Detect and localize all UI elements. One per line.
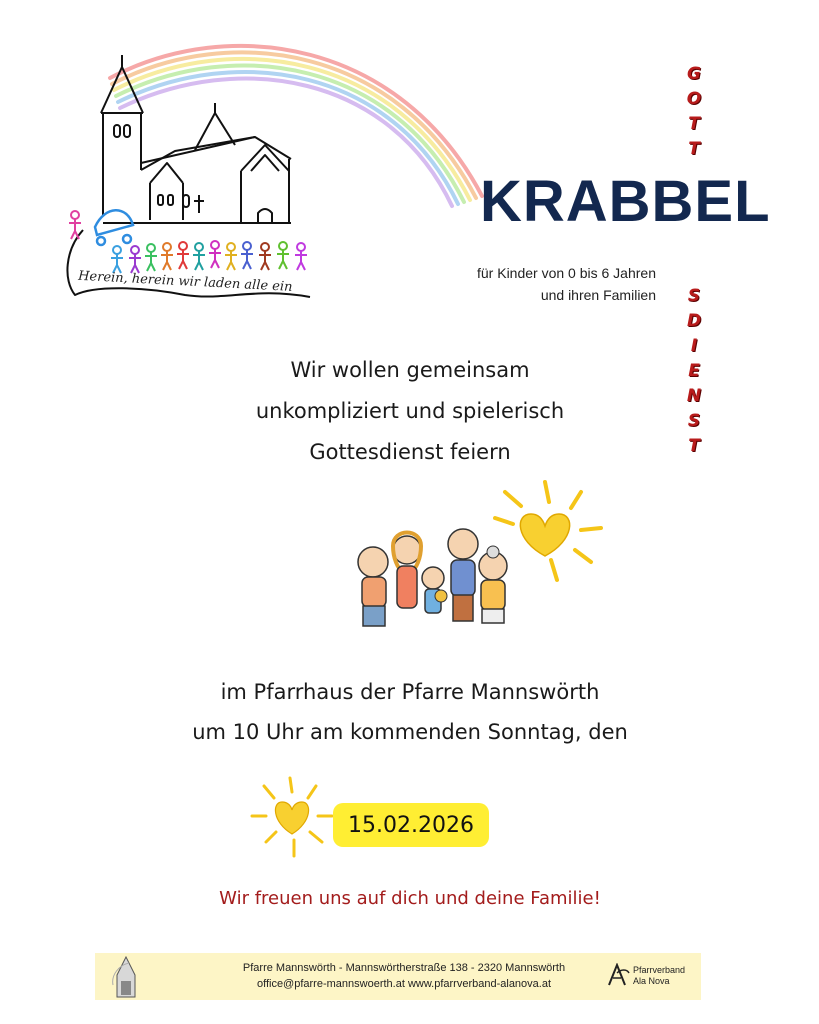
place-line: im Pfarrhaus der Pfarre Mannswörth [220, 680, 600, 704]
vertical-letter: G [687, 64, 701, 84]
logo-slogan: Herein, herein wir laden alle ein [77, 268, 293, 295]
vertical-letter: I [690, 336, 698, 356]
footer-contact-line: office@pfarre-mannswoerth.at www.pfarrverband-alanova.at [256, 978, 552, 990]
place-line: um 10 Uhr am kommenden Sonntag, den [192, 720, 628, 744]
footer-address-line: Pfarre Mannswörth - Mannswörtherstraße 138 - 2320 Mannswörth [242, 962, 566, 974]
closing-text: Wir freuen uns auf dich und deine Familie! [219, 888, 601, 909]
vertical-letter: T [688, 114, 700, 134]
pfarrverband-name [633, 965, 685, 987]
subtitle [430, 262, 656, 306]
intro-line: unkompliziert und spielerisch [255, 399, 565, 423]
parish-logo-icon [109, 955, 143, 999]
footer-address [219, 960, 589, 992]
vertical-letter: E [688, 361, 700, 381]
intro-line: Gottesdienst feiern [309, 440, 511, 464]
place-text [110, 672, 710, 752]
vertical-letter: S [687, 286, 701, 306]
vertical-letter: S [687, 411, 701, 431]
intro-line: Wir wollen gemeinsam [290, 358, 530, 382]
subtitle-line: und ihren Familien [540, 287, 656, 303]
sun-heart-icon [250, 776, 334, 858]
pfarrverband-name-line: Pfarrverband [633, 965, 686, 975]
vertical-letter: T [688, 139, 700, 159]
intro-text [190, 350, 630, 473]
vertical-letter: T [688, 436, 700, 456]
vertical-letter: N [686, 386, 702, 406]
pfarrverband-name-line: Ala Nova [633, 976, 670, 986]
page-title: KRABBEL [480, 169, 771, 234]
date-badge: 15.02.2026 [333, 803, 489, 847]
vertical-word-gottesdienst [682, 62, 706, 459]
vertical-letter: D [686, 311, 702, 331]
subtitle-line: für Kinder von 0 bis 6 Jahren [477, 265, 656, 281]
footer [95, 953, 701, 1000]
family-illustration [345, 470, 605, 635]
pfarrverband-logo-icon [607, 963, 631, 987]
vertical-letter: O [686, 89, 702, 109]
